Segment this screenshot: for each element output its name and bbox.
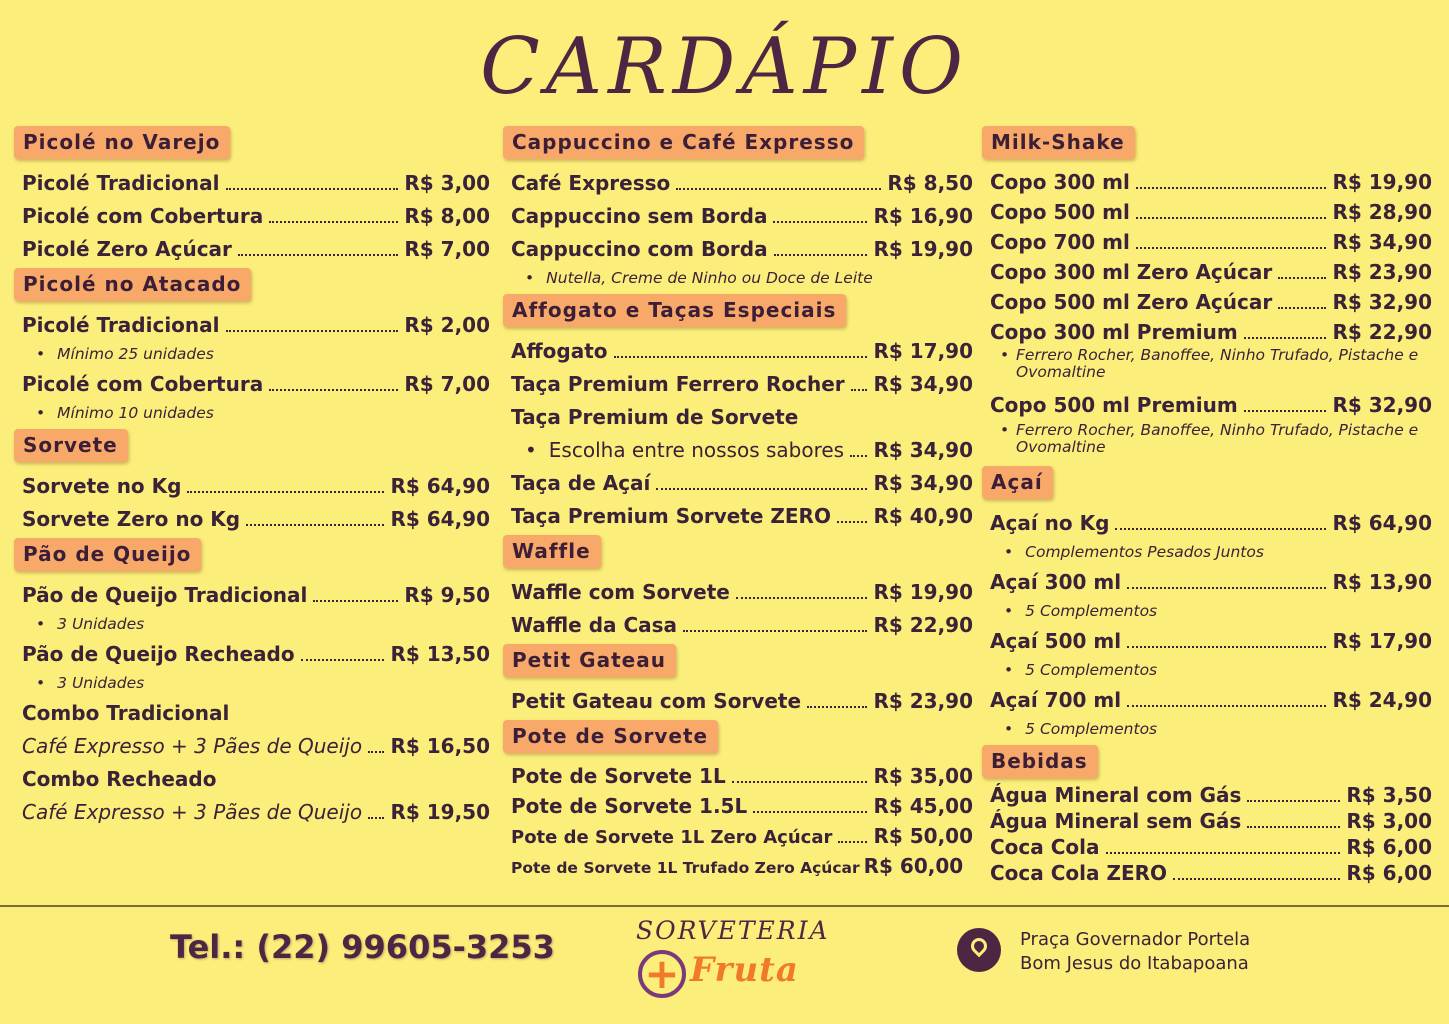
address-line-1: Praça Governador Portela bbox=[1020, 929, 1251, 950]
item-price: R$ 8,00 bbox=[404, 204, 490, 228]
menu-item bbox=[14, 167, 490, 200]
category-milk-shake: Milk-Shake bbox=[982, 126, 1135, 159]
item-name: Pão de Queijo Tradicional bbox=[22, 583, 308, 607]
dot-leader bbox=[1244, 327, 1327, 339]
item-heading: Taça Premium de Sorvete bbox=[511, 405, 799, 429]
item-price: R$ 13,90 bbox=[1332, 570, 1432, 594]
menu-item bbox=[982, 317, 1432, 347]
menu-item bbox=[982, 684, 1432, 717]
menu-item bbox=[503, 368, 973, 401]
category-pote-de-sorvete: Pote de Sorvete bbox=[503, 720, 718, 753]
dot-leader bbox=[368, 741, 384, 753]
item-price: R$ 2,00 bbox=[404, 313, 490, 337]
item-note: • Ferrero Rocher, Banoffee, Ninho Trufado, Pistache e Ovomaltine bbox=[982, 422, 1432, 456]
item-note: • Nutella, Creme de Ninho ou Doce de Leite bbox=[503, 266, 973, 292]
item-price: R$ 7,00 bbox=[404, 372, 490, 396]
dot-leader bbox=[837, 511, 867, 523]
menu-column-1 bbox=[14, 124, 490, 829]
menu-item bbox=[503, 609, 973, 642]
address bbox=[1020, 928, 1250, 976]
item-price: R$ 19,90 bbox=[873, 580, 973, 604]
dot-leader bbox=[1136, 237, 1327, 249]
category-picole-atacado: Picolé no Atacado bbox=[14, 268, 251, 301]
item-price: R$ 16,90 bbox=[873, 204, 973, 228]
item-name: Sorvete Zero no Kg bbox=[22, 507, 241, 531]
item-price: R$ 22,90 bbox=[873, 613, 973, 637]
item-note: • Ferrero Rocher, Banoffee, Ninho Trufado, Pistache e Ovomaltine bbox=[982, 347, 1432, 381]
item-name: Açaí 500 ml bbox=[990, 629, 1122, 653]
item-name: Pote de Sorvete 1L Zero Açúcar bbox=[511, 827, 833, 848]
menu-item bbox=[14, 730, 490, 763]
item-price: R$ 50,00 bbox=[873, 824, 973, 848]
dot-leader bbox=[1278, 267, 1326, 279]
dot-leader bbox=[838, 832, 867, 843]
dot-leader bbox=[774, 244, 868, 256]
item-price: R$ 34,90 bbox=[1332, 230, 1432, 254]
item-name: Pote de Sorvete 1L bbox=[511, 764, 726, 788]
dot-leader bbox=[301, 649, 385, 661]
dot-leader bbox=[1127, 577, 1326, 589]
dot-leader bbox=[368, 807, 384, 819]
item-name: Taça de Açaí bbox=[511, 471, 651, 495]
item-price: R$ 19,90 bbox=[1332, 170, 1432, 194]
dot-leader bbox=[736, 587, 868, 599]
item-price: R$ 64,90 bbox=[390, 507, 490, 531]
brand-mark bbox=[638, 946, 814, 1002]
item-name: Picolé com Cobertura bbox=[22, 372, 264, 396]
dot-leader bbox=[656, 478, 867, 490]
menu-title: CARDÁPIO bbox=[480, 22, 969, 112]
combo-desc: Café Expresso + 3 Pães de Queijo bbox=[22, 800, 363, 824]
item-note: • Complementos Pesados Juntos bbox=[982, 540, 1432, 566]
menu-item bbox=[14, 309, 490, 342]
plus-icon: + bbox=[638, 950, 686, 998]
menu-item bbox=[982, 257, 1432, 287]
item-note: • 5 Complementos bbox=[982, 599, 1432, 625]
item-name: Água Mineral com Gás bbox=[990, 783, 1242, 807]
address-line-2: Bom Jesus do Itabapoana bbox=[1020, 953, 1249, 974]
item-name: Copo 300 ml bbox=[990, 170, 1130, 194]
item-price: R$ 13,50 bbox=[390, 642, 490, 666]
item-name: Taça Premium Sorvete ZERO bbox=[511, 504, 831, 528]
item-price: R$ 35,00 bbox=[873, 764, 973, 788]
dot-leader bbox=[753, 801, 867, 813]
menu-item bbox=[503, 335, 973, 368]
dot-leader bbox=[1127, 636, 1326, 648]
dot-leader bbox=[1247, 816, 1340, 828]
item-price: R$ 16,50 bbox=[390, 734, 490, 758]
item-name: Copo 500 ml bbox=[990, 200, 1130, 224]
dot-leader bbox=[676, 178, 881, 190]
item-price: R$ 64,90 bbox=[1332, 511, 1432, 535]
item-name: Copo 300 ml Zero Açúcar bbox=[990, 260, 1273, 284]
item-price: R$ 34,90 bbox=[873, 471, 973, 495]
item-price: R$ 9,50 bbox=[404, 583, 490, 607]
item-price: R$ 60,00 bbox=[863, 854, 964, 878]
item-name: Picolé Tradicional bbox=[22, 313, 220, 337]
item-name: Affogato bbox=[511, 339, 608, 363]
menu-item bbox=[982, 167, 1432, 197]
menu-item bbox=[503, 467, 973, 500]
item-name: Waffle da Casa bbox=[511, 613, 678, 637]
item-price: R$ 6,00 bbox=[1346, 835, 1432, 859]
item-price: R$ 19,50 bbox=[390, 800, 490, 824]
item-name: Copo 500 ml Zero Açúcar bbox=[990, 290, 1273, 314]
item-name: Copo 300 ml Premium bbox=[990, 320, 1238, 344]
item-price: R$ 3,00 bbox=[1346, 809, 1432, 833]
combo-title: Combo Recheado bbox=[22, 767, 217, 791]
menu-item bbox=[14, 368, 490, 401]
menu-item bbox=[14, 503, 490, 536]
dot-leader bbox=[1115, 518, 1326, 530]
item-price: R$ 23,90 bbox=[873, 689, 973, 713]
item-name: Picolé Tradicional bbox=[22, 171, 220, 195]
menu-item bbox=[503, 200, 973, 233]
item-price: R$ 3,00 bbox=[404, 171, 490, 195]
dot-leader bbox=[1247, 790, 1340, 802]
category-waffle: Waffle bbox=[503, 535, 601, 568]
combo-desc: Café Expresso + 3 Pães de Queijo bbox=[22, 734, 363, 758]
item-price: R$ 7,00 bbox=[404, 237, 490, 261]
menu-item bbox=[503, 167, 973, 200]
menu-item bbox=[982, 566, 1432, 599]
dot-leader bbox=[1106, 842, 1341, 854]
item-name: Pão de Queijo Recheado bbox=[22, 642, 295, 666]
item-name: Açaí 300 ml bbox=[990, 570, 1122, 594]
menu-column-2 bbox=[503, 124, 973, 881]
menu-item bbox=[982, 860, 1432, 886]
item-price: R$ 8,50 bbox=[887, 171, 973, 195]
item-price: R$ 24,90 bbox=[1332, 688, 1432, 712]
dot-leader bbox=[226, 320, 399, 332]
dot-leader bbox=[614, 346, 868, 358]
menu-item bbox=[982, 197, 1432, 227]
dot-leader bbox=[1244, 400, 1327, 412]
menu-item bbox=[503, 434, 973, 467]
menu-item bbox=[982, 808, 1432, 834]
menu-item bbox=[982, 507, 1432, 540]
menu-item bbox=[14, 200, 490, 233]
dot-leader bbox=[1136, 177, 1327, 189]
item-note: • 3 Unidades bbox=[14, 612, 490, 638]
item-name: Pote de Sorvete 1.5L bbox=[511, 794, 748, 818]
item-name: Taça Premium Ferrero Rocher bbox=[511, 372, 845, 396]
menu-item bbox=[982, 287, 1432, 317]
menu-item bbox=[982, 625, 1432, 658]
dot-leader bbox=[1136, 207, 1327, 219]
menu-item bbox=[14, 638, 490, 671]
menu-item bbox=[982, 227, 1432, 257]
item-price: R$ 64,90 bbox=[390, 474, 490, 498]
item-note: • Mínimo 10 unidades bbox=[14, 401, 490, 427]
dot-leader bbox=[187, 481, 384, 493]
dot-leader bbox=[246, 514, 384, 526]
item-price: R$ 17,90 bbox=[1332, 629, 1432, 653]
menu-item bbox=[503, 821, 973, 851]
dot-leader bbox=[238, 244, 398, 256]
item-price: R$ 32,90 bbox=[1332, 393, 1432, 417]
footer-divider bbox=[0, 905, 1449, 907]
dot-leader bbox=[851, 379, 868, 391]
item-name: Petit Gateau com Sorvete bbox=[511, 689, 802, 713]
item-price: R$ 22,90 bbox=[1332, 320, 1432, 344]
menu-item bbox=[14, 233, 490, 266]
item-price: R$ 34,90 bbox=[873, 372, 973, 396]
menu-item bbox=[503, 233, 973, 266]
item-note: • Mínimo 25 unidades bbox=[14, 342, 490, 368]
item-price: R$ 19,90 bbox=[873, 237, 973, 261]
category-acai: Açaí bbox=[982, 466, 1053, 499]
item-name: Picolé Zero Açúcar bbox=[22, 237, 232, 261]
item-note: • 5 Complementos bbox=[982, 717, 1432, 743]
item-price: R$ 23,90 bbox=[1332, 260, 1432, 284]
menu-item bbox=[503, 500, 973, 533]
item-name: Coca Cola ZERO bbox=[990, 861, 1168, 885]
item-name: Coca Cola bbox=[990, 835, 1100, 859]
item-name: Açaí no Kg bbox=[990, 511, 1110, 535]
item-name: Escolha entre nossos sabores bbox=[548, 438, 845, 462]
category-cappuccino: Cappuccino e Café Expresso bbox=[503, 126, 864, 159]
location-pin-icon bbox=[957, 928, 1001, 972]
item-note: • 3 Unidades bbox=[14, 671, 490, 697]
phone-number: Tel.: (22) 99605-3253 bbox=[170, 928, 555, 966]
item-price: R$ 34,90 bbox=[873, 438, 973, 462]
menu-item bbox=[503, 576, 973, 609]
item-note: • 5 Complementos bbox=[982, 658, 1432, 684]
item-name: Cappuccino com Borda bbox=[511, 237, 768, 261]
category-petit-gateau: Petit Gateau bbox=[503, 644, 676, 677]
menu-item bbox=[503, 791, 973, 821]
menu-item bbox=[503, 761, 973, 791]
menu-item bbox=[503, 685, 973, 718]
item-name: Água Mineral sem Gás bbox=[990, 809, 1242, 833]
item-name: Açaí 700 ml bbox=[990, 688, 1122, 712]
item-price: R$ 3,50 bbox=[1346, 783, 1432, 807]
dot-leader bbox=[732, 771, 868, 783]
menu-item bbox=[14, 470, 490, 503]
item-price: R$ 6,00 bbox=[1346, 861, 1432, 885]
item-name: Picolé com Cobertura bbox=[22, 204, 264, 228]
item-name: Cappuccino sem Borda bbox=[511, 204, 768, 228]
category-picole-varejo: Picolé no Varejo bbox=[14, 126, 230, 159]
category-bebidas: Bebidas bbox=[982, 745, 1098, 778]
category-pao-de-queijo: Pão de Queijo bbox=[14, 538, 201, 571]
menu-item bbox=[14, 796, 490, 829]
menu-item bbox=[982, 834, 1432, 860]
brand-logo bbox=[636, 916, 830, 1006]
menu-item bbox=[982, 389, 1432, 422]
dot-leader bbox=[269, 379, 398, 391]
bullet-icon: • bbox=[525, 438, 537, 462]
category-sorvete: Sorvete bbox=[14, 429, 128, 462]
item-price: R$ 32,90 bbox=[1332, 290, 1432, 314]
item-name: Copo 500 ml Premium bbox=[990, 393, 1238, 417]
dot-leader bbox=[773, 211, 867, 223]
combo-title: Combo Tradicional bbox=[22, 701, 230, 725]
dot-leader bbox=[226, 178, 399, 190]
dot-leader bbox=[683, 620, 867, 632]
brand-top-text: SORVETERIA bbox=[636, 916, 830, 945]
item-price: R$ 45,00 bbox=[873, 794, 973, 818]
dot-leader bbox=[1173, 868, 1340, 880]
item-name: Café Expresso bbox=[511, 171, 671, 195]
brand-bottom-text: Fruta bbox=[690, 950, 799, 990]
dot-leader bbox=[269, 211, 398, 223]
item-price: R$ 40,90 bbox=[873, 504, 973, 528]
item-price: R$ 28,90 bbox=[1332, 200, 1432, 224]
dot-leader bbox=[1278, 297, 1326, 309]
item-name: Pote de Sorvete 1L Trufado Zero Açúcar bbox=[511, 859, 860, 877]
menu-column-3 bbox=[982, 124, 1432, 886]
item-name: Waffle com Sorvete bbox=[511, 580, 730, 604]
dot-leader bbox=[850, 445, 867, 457]
dot-leader bbox=[1127, 695, 1326, 707]
item-price: R$ 17,90 bbox=[873, 339, 973, 363]
item-name: Sorvete no Kg bbox=[22, 474, 182, 498]
menu-item bbox=[982, 782, 1432, 808]
dot-leader bbox=[313, 590, 398, 602]
menu-item bbox=[503, 851, 973, 881]
dot-leader bbox=[807, 696, 867, 708]
menu-item bbox=[14, 579, 490, 612]
item-name: Copo 700 ml bbox=[990, 230, 1130, 254]
category-affogato: Affogato e Taças Especiais bbox=[503, 294, 846, 327]
